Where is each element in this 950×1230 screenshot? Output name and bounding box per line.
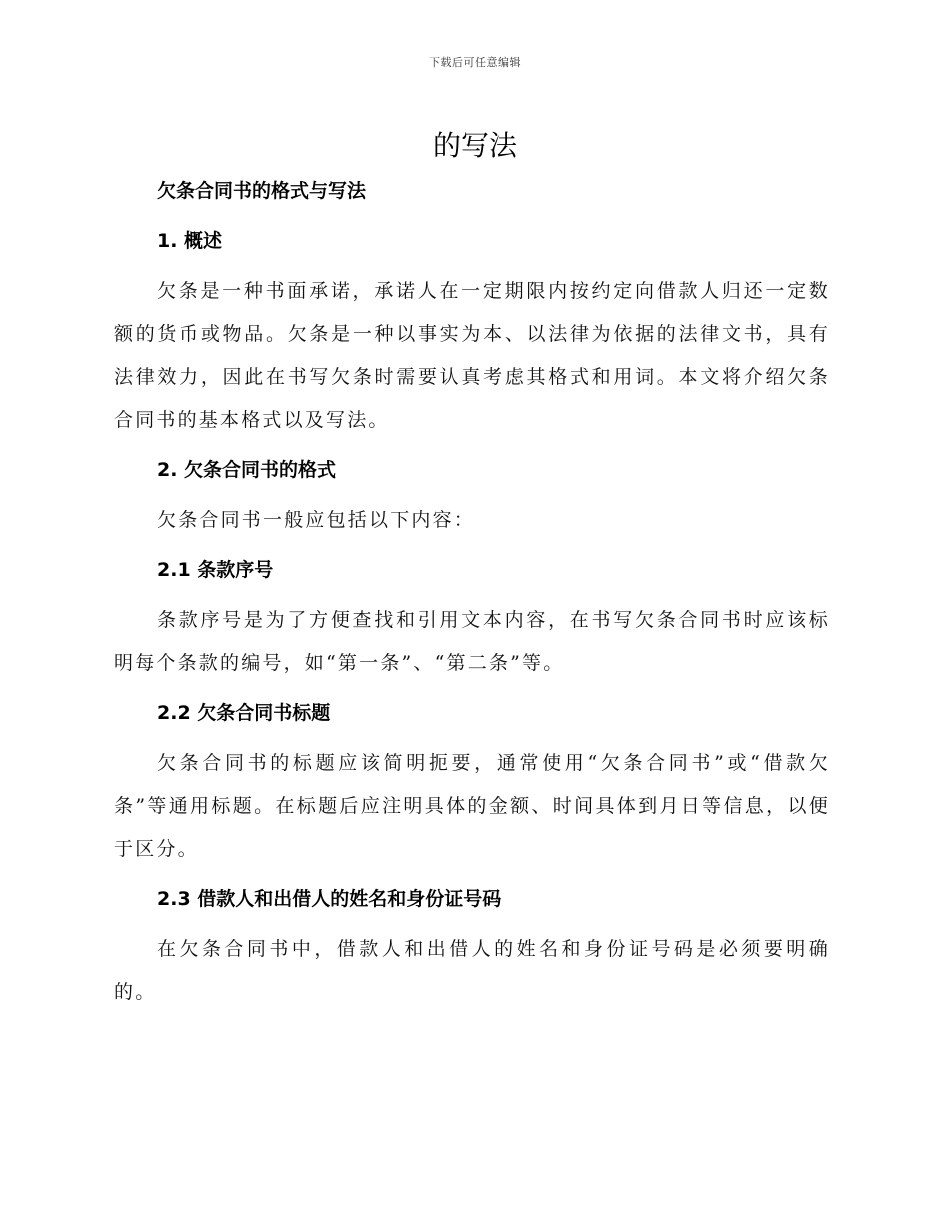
paragraph-clause-number: 条款序号是为了方便查找和引用文本内容，在书写欠条合同书时应该标明每个条款的编号，如“第一条”、“第二条”等。 [114,609,830,674]
section-heading-overview: 1. 概述 [157,230,223,252]
paragraph-format: 欠条合同书一般应包括以下内容： [157,509,476,531]
paragraph-title: 欠条合同书的标题应该简明扼要，通常使用“欠条合同书”或“借款欠条”等通用标题。在标题后应注明具体的金额、时间具体到月日等信息，以便于区分。 [114,752,830,860]
paragraph-names-ids: 在欠条合同书中，借款人和出借人的姓名和身份证号码是必须要明确的。 [114,938,830,1003]
subsection-heading-clause-number: 2.1 条款序号 [157,559,274,581]
paragraph-overview: 欠条是一种书面承诺，承诺人在一定期限内按约定向借款人归还一定数额的货币或物品。欠条是一种以事实为本、以法律为依据的法律文书，具有法律效力，因此在书写欠条时需要认真考虑其格式和用词。本文将介绍欠条合同书的基本格式以及写法。 [114,280,830,431]
subsection-heading-names-ids: 2.3 借款人和出借人的姓名和身份证号码 [157,888,502,910]
section-heading-format: 2. 欠条合同书的格式 [157,459,337,481]
document-body [114,173,830,1024]
document-title: 的写法 [432,129,517,162]
header-note: 下载后可任意编辑 [429,56,521,69]
subsection-heading-title: 2.2 欠条合同书标题 [157,702,331,724]
main-heading: 欠条合同书的格式与写法 [157,180,367,202]
